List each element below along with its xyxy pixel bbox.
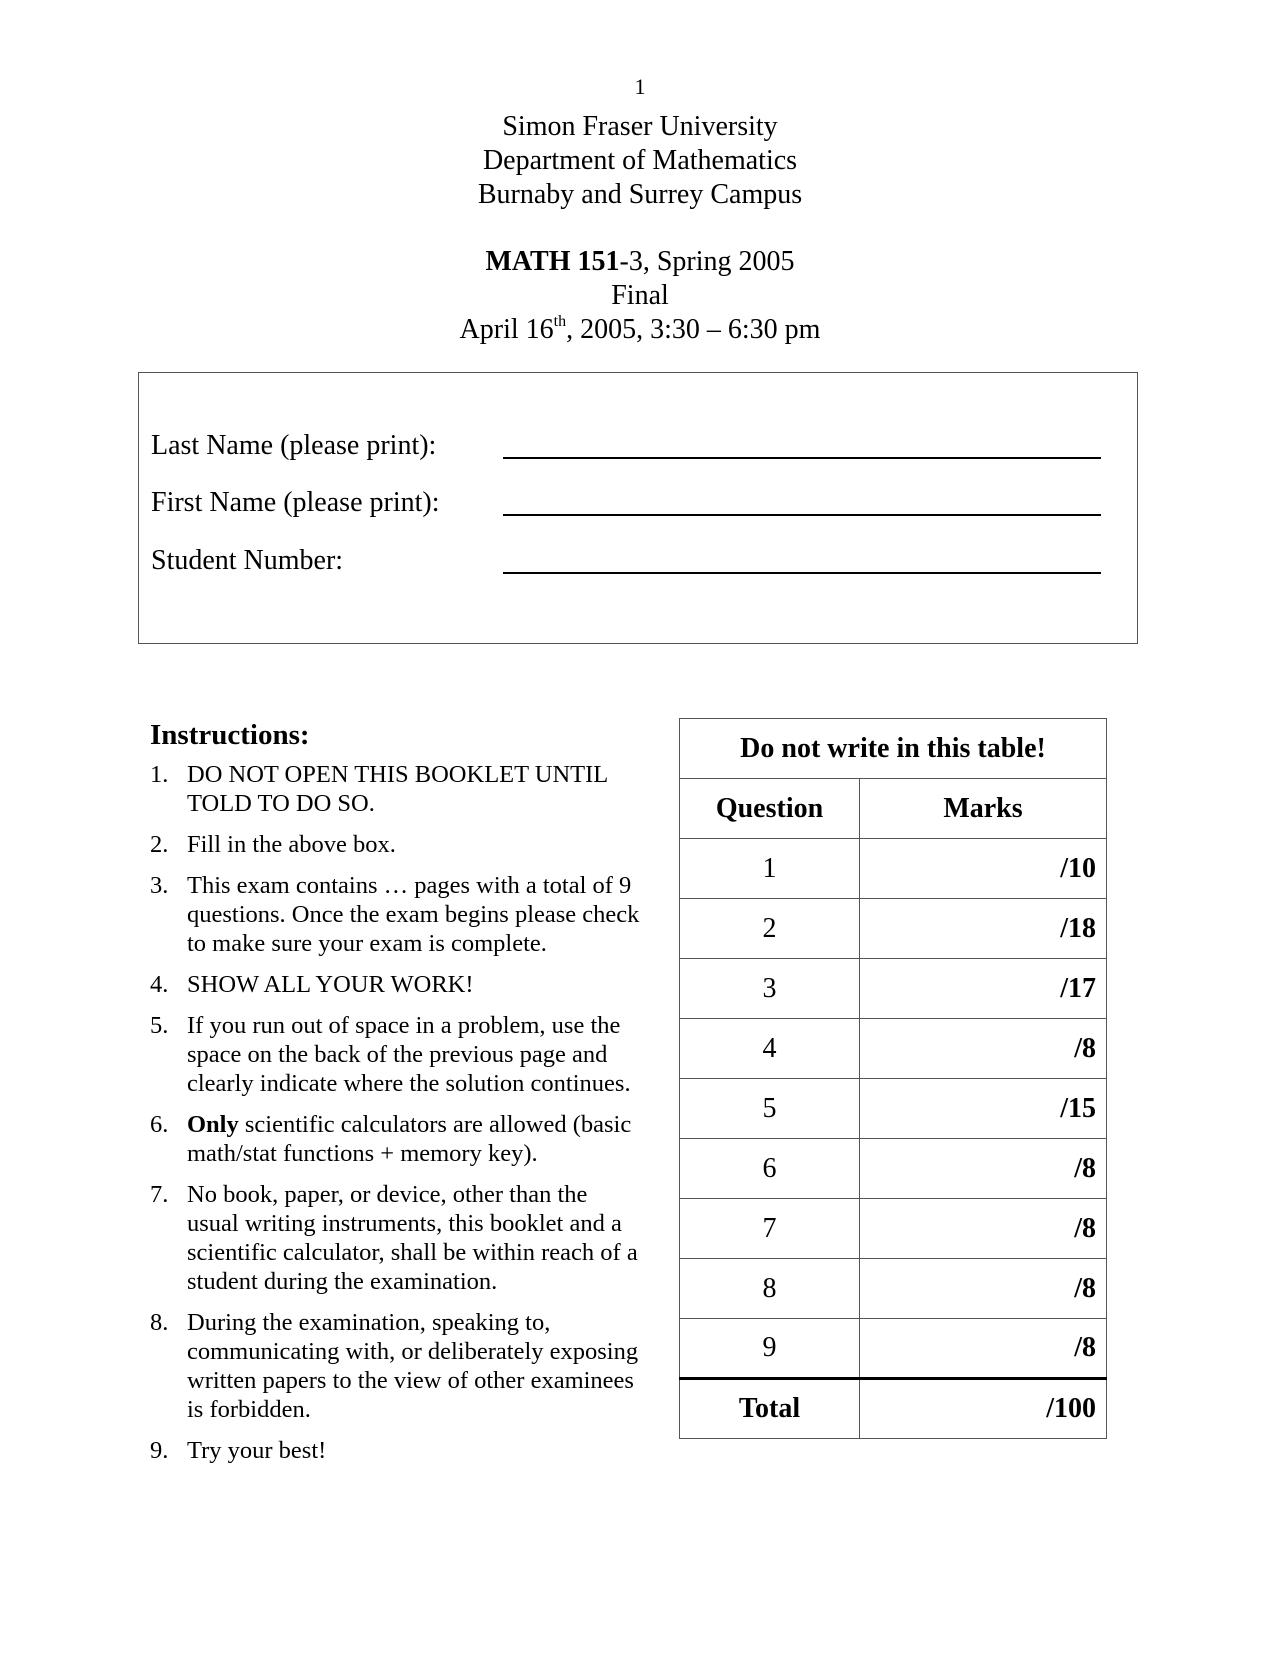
course-term: -3, Spring 2005 bbox=[619, 246, 795, 277]
instruction-item bbox=[150, 1110, 640, 1168]
instruction-bold: Only bbox=[187, 1111, 239, 1138]
exam-header bbox=[0, 110, 1280, 212]
instruction-text: Fill in the above box. bbox=[187, 831, 396, 858]
instruction-item bbox=[150, 970, 640, 999]
question-number: 9 bbox=[680, 1319, 860, 1379]
student-number-label: Student Number: bbox=[151, 545, 344, 576]
instruction-text: scientific calculators are allowed (basic math/stat functions + memory key). bbox=[187, 1111, 632, 1167]
last-name-label: Last Name (please print): bbox=[151, 430, 437, 461]
instruction-text: Try your best! bbox=[187, 1437, 327, 1464]
question-number: 3 bbox=[680, 959, 860, 1019]
page-number: 1 bbox=[634, 74, 646, 99]
last-name-field[interactable] bbox=[503, 457, 1101, 459]
instruction-number: 2. bbox=[150, 831, 169, 858]
total-marks: /100 bbox=[860, 1379, 1107, 1439]
instruction-number: 6. bbox=[150, 1111, 169, 1138]
instruction-text: No book, paper, or device, other than the usual writing instruments, this booklet and a scientific calculator, shall be within reach of a student during the examination. bbox=[187, 1181, 638, 1295]
question-marks: /8 bbox=[860, 1259, 1107, 1319]
course-line bbox=[0, 245, 1280, 279]
instruction-text: SHOW ALL YOUR WORK! bbox=[187, 971, 474, 998]
instruction-text: During the examination, speaking to, communicating with, or deliberately exposing written papers to the view of other examinees is forbidden. bbox=[187, 1309, 639, 1423]
course-code: MATH 151 bbox=[485, 246, 620, 277]
table-row bbox=[680, 899, 1107, 959]
table-row bbox=[680, 1259, 1107, 1319]
question-marks: /17 bbox=[860, 959, 1107, 1019]
instruction-number: 4. bbox=[150, 971, 169, 998]
exam-date-sup: th bbox=[553, 313, 567, 330]
campus-name: Burnaby and Surrey Campus bbox=[477, 179, 803, 210]
instruction-item bbox=[150, 1436, 640, 1465]
first-name-row bbox=[151, 486, 1131, 520]
university-name: Simon Fraser University bbox=[502, 111, 778, 142]
question-number: 8 bbox=[680, 1259, 860, 1319]
table-row bbox=[680, 1079, 1107, 1139]
first-name-field[interactable] bbox=[503, 514, 1101, 516]
table-row bbox=[680, 1139, 1107, 1199]
first-name-label: First Name (please print): bbox=[151, 487, 440, 518]
student-number-row bbox=[151, 544, 1131, 578]
instruction-text: This exam contains … pages with a total of 9 questions. Once the exam begins please check to make sure your exam is complete. bbox=[187, 872, 640, 957]
table-row bbox=[680, 839, 1107, 899]
question-marks: /8 bbox=[860, 1139, 1107, 1199]
exam-type: Final bbox=[611, 280, 669, 311]
exam-date-suffix: , 2005, 3:30 – 6:30 pm bbox=[566, 314, 821, 345]
question-marks: /8 bbox=[860, 1319, 1107, 1379]
exam-date-prefix: April 16 bbox=[459, 314, 554, 345]
marks-table-caption-row bbox=[680, 719, 1107, 779]
question-number: 5 bbox=[680, 1079, 860, 1139]
instructions-list bbox=[150, 760, 640, 1465]
question-marks: /18 bbox=[860, 899, 1107, 959]
question-number: 1 bbox=[680, 839, 860, 899]
student-id-box bbox=[138, 372, 1138, 644]
instruction-item bbox=[150, 830, 640, 859]
question-marks: /15 bbox=[860, 1079, 1107, 1139]
column-header-marks: Marks bbox=[860, 779, 1107, 839]
column-header-question: Question bbox=[680, 779, 860, 839]
table-row bbox=[680, 1199, 1107, 1259]
question-marks: /10 bbox=[860, 839, 1107, 899]
instructions-title: Instructions: bbox=[150, 719, 310, 751]
marks-table-caption: Do not write in this table! bbox=[680, 719, 1107, 779]
department-name: Department of Mathematics bbox=[482, 145, 798, 176]
instruction-number: 5. bbox=[150, 1012, 169, 1039]
exam-date bbox=[0, 313, 1280, 347]
last-name-row bbox=[151, 429, 1131, 463]
marks-table-header-row bbox=[680, 779, 1107, 839]
instruction-item bbox=[150, 1011, 640, 1098]
instruction-text: If you run out of space in a problem, use the space on the back of the previous page and clearly indicate where the solution continues. bbox=[187, 1012, 631, 1097]
total-label: Total bbox=[680, 1379, 860, 1439]
table-row bbox=[680, 1319, 1107, 1379]
instruction-item bbox=[150, 1180, 640, 1296]
instruction-number: 7. bbox=[150, 1181, 169, 1208]
exam-info bbox=[0, 245, 1280, 347]
instruction-item bbox=[150, 871, 640, 958]
question-number: 6 bbox=[680, 1139, 860, 1199]
instructions-section bbox=[150, 718, 640, 1477]
instruction-number: 8. bbox=[150, 1309, 169, 1336]
instruction-item bbox=[150, 760, 640, 818]
total-row bbox=[680, 1379, 1107, 1439]
instruction-text: DO NOT OPEN THIS BOOKLET UNTIL TOLD TO DO SO. bbox=[187, 761, 608, 817]
instruction-number: 9. bbox=[150, 1437, 169, 1464]
student-number-field[interactable] bbox=[503, 572, 1101, 574]
table-row bbox=[680, 959, 1107, 1019]
question-marks: /8 bbox=[860, 1019, 1107, 1079]
instruction-item bbox=[150, 1308, 640, 1424]
instruction-number: 1. bbox=[150, 761, 169, 788]
marks-table bbox=[679, 718, 1107, 1439]
table-row bbox=[680, 1019, 1107, 1079]
question-marks: /8 bbox=[860, 1199, 1107, 1259]
instruction-number: 3. bbox=[150, 872, 169, 899]
question-number: 4 bbox=[680, 1019, 860, 1079]
question-number: 7 bbox=[680, 1199, 860, 1259]
question-number: 2 bbox=[680, 899, 860, 959]
